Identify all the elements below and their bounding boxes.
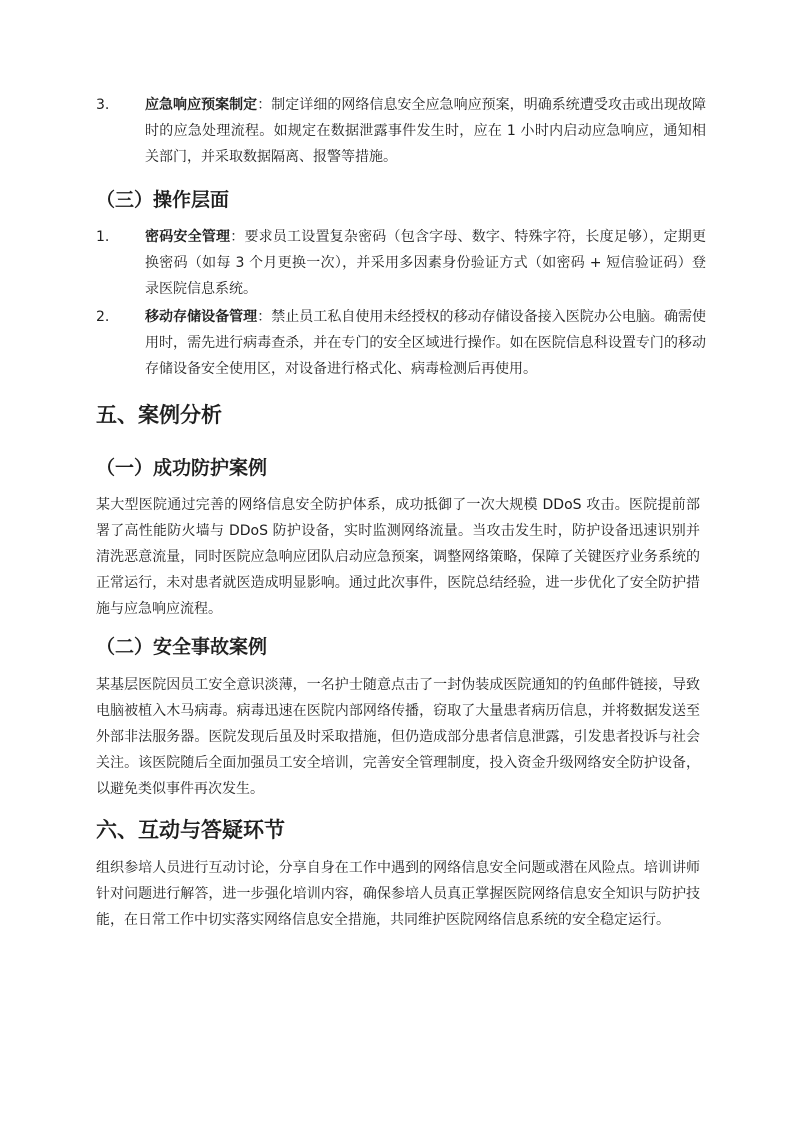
list-item-term: 移动存储设备管理 [145, 309, 258, 325]
list-item-term: 应急响应预案制定 [145, 97, 258, 113]
list-item-text: ：制定详细的网络信息安全应急响应预案，明确系统遭受攻击或出现故障时的应急处理流程。如规定在数据泄露事件发生时，应在 1 小时内启动应急响应，通知相关部门，并采取数据隔离、报警等措施。 [145, 97, 707, 165]
heading-interaction-qa: 六、互动与答疑环节 [96, 818, 285, 842]
paragraph-interaction-qa: 组织参培人员进行互动讨论，分享自身在工作中遇到的网络信息安全问题或潜在风险点。培训讲师针对问题进行解答，进一步强化培训内容，确保参培人员真正掌握医院网络信息安全知识与防护技能，在日常工作中切实落实网络信息安全措施，共同维护医院网络信息系统的安全稳定运行。 [96, 860, 700, 928]
list-number: 1. [96, 229, 110, 245]
paragraph-incident-case: 某基层医院因员工安全意识淡薄，一名护士随意点击了一封伪装成医院通知的钓鱼邮件链接，导致电脑被植入木马病毒。病毒迅速在医院内部网络传播，窃取了大量患者病历信息，并将数据发送至外部非法服务器。医院发现后虽及时采取措施，但仍造成部分患者信息泄露，引发患者投诉与社会关注。该医院随后全面加强员工安全培训，完善安全管理制度，投入资金升级网络安全防护设备，以避免类似事件再次发生。 [96, 677, 700, 797]
list-item-removable-storage [96, 304, 706, 382]
list-item-text: ：禁止员工私自使用未经授权的移动存储设备接入医院办公电脑。确需使用时，需先进行病毒查杀，并在专门的安全区域进行操作。如在医院信息科设置专门的移动存储设备安全使用区，对设备进行格式化、病毒检测后再使用。 [145, 309, 707, 377]
paragraph-success-case: 某大型医院通过完善的网络信息安全防护体系，成功抵御了一次大规模 DDoS 攻击。医院提前部署了高性能防火墙与 DDoS 防护设备，实时监测网络流量。当攻击发生时，防护设备迅速识别并清洗恶意流量，同时医院应急响应团队启动应急预案，调整网络策略，保障了关键医疗业务系统的正常运行，未对患者就医造成明显影响。通过此次事件，医院总结经验，进一步优化了安全防护措施与应急响应流程。 [96, 497, 700, 617]
list-item-term: 密码安全管理 [145, 229, 231, 245]
heading-case-analysis: 五、案例分析 [96, 403, 222, 427]
list-item-body [145, 224, 706, 302]
list-number: 2. [96, 309, 110, 325]
list-number: 3. [96, 97, 110, 113]
heading-operation-level: （三）操作层面 [96, 189, 230, 211]
list-item-body [145, 304, 706, 382]
list-item-text: ：要求员工设置复杂密码（包含字母、数字、特殊字符，长度足够），定期更换密码（如每 3 个月更换一次），并采用多因素身份验证方式（如密码 + 短信验证码）登录医院信息系统。 [145, 229, 707, 297]
list-item-password-management [96, 224, 706, 302]
heading-incident-case: （二）安全事故案例 [96, 636, 268, 658]
heading-success-case: （一）成功防护案例 [96, 457, 268, 479]
list-item-emergency-plan [96, 92, 706, 170]
list-item-body [145, 92, 706, 170]
